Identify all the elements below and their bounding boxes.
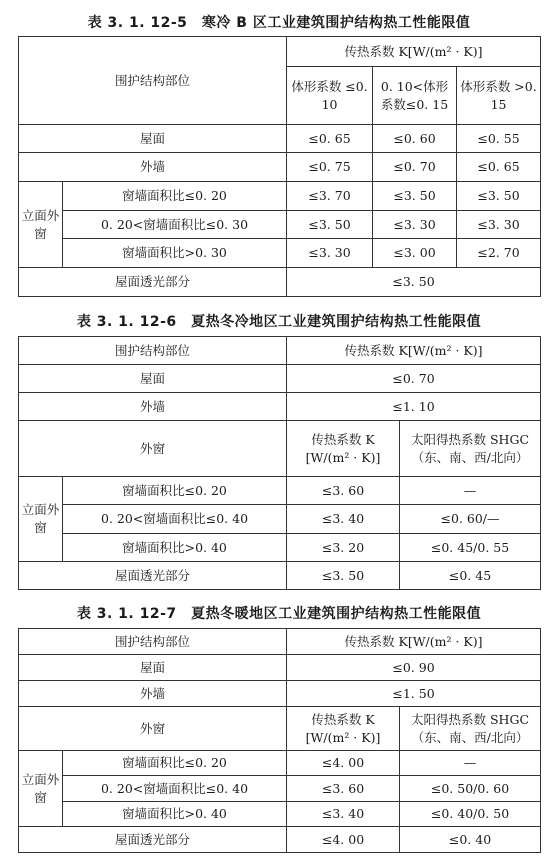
table1 (18, 36, 541, 297)
t3-shgc-subheader-line2: （东、南、西/北向） (411, 729, 529, 745)
table2-title: 表 3. 1. 12-6 夏热冬冷地区工业建筑围护结构热工性能限值 (76, 314, 482, 330)
t2-skylight-label: 屋面透光部分 (19, 562, 287, 590)
table1-title: 表 3. 1. 12-5 寒冷 B 区工业建筑围护结构热工性能限值 (87, 15, 471, 31)
t2-skylight-shgc: ≤0. 45 (400, 562, 541, 590)
t1-window-row-label: 0. 20<窗墙面积比≤0. 30 (63, 211, 287, 239)
t1-window-row-label: 窗墙面积比≤0. 20 (63, 182, 287, 211)
t1-skylight-label: 屋面透光部分 (19, 268, 287, 297)
t3-shgc-subheader (400, 707, 541, 751)
t1-window-row-label: 窗墙面积比>0. 30 (63, 239, 287, 268)
t3-window-group-label: 立面外窗 (19, 751, 63, 827)
t1-wall-label: 外墙 (19, 153, 287, 182)
t2-shgc-subheader (400, 421, 541, 477)
t3-roof-label: 屋面 (19, 655, 287, 681)
t2-window-k: ≤3. 60 (287, 477, 400, 505)
t2-skylight-k: ≤3. 50 (287, 562, 400, 590)
t2-window-k: ≤3. 40 (287, 505, 400, 534)
t2-roof-label: 屋面 (19, 365, 287, 393)
t3-window-k: ≤3. 40 (287, 802, 400, 827)
t3-shgc-subheader-line1: 太阳得热系数 SHGC (411, 711, 530, 727)
t3-k-subheader-line1: 传热系数 K (311, 711, 375, 727)
t2-window-shgc: ≤0. 60/— (400, 505, 541, 534)
t1-window-value: ≤3. 50 (373, 182, 457, 211)
t1-k-header: 传热系数 K[W/(m² · K)] (287, 37, 541, 67)
t1-window-group-label: 立面外窗 (19, 182, 63, 268)
t2-window-shgc: ≤0. 45/0. 55 (400, 534, 541, 562)
t1-window-value: ≤3. 30 (287, 239, 373, 268)
t1-wall-value: ≤0. 75 (287, 153, 373, 182)
t3-window-shgc: ≤0. 50/0. 60 (400, 776, 541, 802)
t1-window-value: ≤3. 50 (457, 182, 541, 211)
t3-roof-value: ≤0. 90 (287, 655, 541, 681)
t1-window-value: ≤3. 30 (373, 211, 457, 239)
t1-window-value: ≤3. 00 (373, 239, 457, 268)
t3-window-row-label: 0. 20<窗墙面积比≤0. 40 (63, 776, 287, 802)
t1-wall-value: ≤0. 70 (373, 153, 457, 182)
t3-skylight-label: 屋面透光部分 (19, 827, 287, 853)
t3-skylight-k: ≤4. 00 (287, 827, 400, 853)
t2-window-header-label: 外窗 (19, 421, 287, 477)
t2-k-subheader-line1: 传热系数 K (311, 431, 375, 447)
t1-roof-value: ≤0. 55 (457, 125, 541, 153)
t3-window-shgc: ≤0. 40/0. 50 (400, 802, 541, 827)
t2-roof-value: ≤0. 70 (287, 365, 541, 393)
t3-window-row-label: 窗墙面积比>0. 40 (63, 802, 287, 827)
t2-part-header: 围护结构部位 (19, 337, 287, 365)
t3-k-subheader-line2: [W/(m² · K)] (305, 729, 381, 745)
t2-window-shgc: — (400, 477, 541, 505)
t2-window-group-label: 立面外窗 (19, 477, 63, 562)
t3-window-row-label: 窗墙面积比≤0. 20 (63, 751, 287, 776)
t1-roof-label: 屋面 (19, 125, 287, 153)
t3-part-header: 围护结构部位 (19, 629, 287, 655)
t2-window-row-label: 窗墙面积比≤0. 20 (63, 477, 287, 505)
t2-wall-label: 外墙 (19, 393, 287, 421)
t3-window-header-label: 外窗 (19, 707, 287, 751)
t1-sub-header-1: 体形系数 ≤0. 10 (287, 67, 373, 125)
t2-window-k: ≤3. 20 (287, 534, 400, 562)
t3-skylight-shgc: ≤0. 40 (400, 827, 541, 853)
table3 (18, 628, 541, 853)
t1-window-value: ≤2. 70 (457, 239, 541, 268)
t1-part-header: 围护结构部位 (19, 37, 287, 125)
t2-k-subheader-line2: [W/(m² · K)] (305, 449, 381, 465)
t3-wall-value: ≤1. 50 (287, 681, 541, 707)
t1-roof-value: ≤0. 60 (373, 125, 457, 153)
t1-roof-value: ≤0. 65 (287, 125, 373, 153)
t1-wall-value: ≤0. 65 (457, 153, 541, 182)
t3-k-subheader (287, 707, 400, 751)
table2 (18, 336, 541, 590)
t3-k-header: 传热系数 K[W/(m² · K)] (287, 629, 541, 655)
t1-window-value: ≤3. 50 (287, 211, 373, 239)
t1-sub-header-2: 0. 10<体形 系数≤0. 15 (373, 67, 457, 125)
t3-wall-label: 外墙 (19, 681, 287, 707)
t2-k-header: 传热系数 K[W/(m² · K)] (287, 337, 541, 365)
t2-shgc-subheader-line1: 太阳得热系数 SHGC (411, 431, 530, 447)
t1-sub-header-3: 体形系数 >0. 15 (457, 67, 541, 125)
t2-window-row-label: 0. 20<窗墙面积比≤0. 40 (63, 505, 287, 534)
t3-window-k: ≤4. 00 (287, 751, 400, 776)
t1-window-value: ≤3. 70 (287, 182, 373, 211)
t2-wall-value: ≤1. 10 (287, 393, 541, 421)
table3-title: 表 3. 1. 12-7 夏热冬暖地区工业建筑围护结构热工性能限值 (76, 606, 482, 622)
t3-window-k: ≤3. 60 (287, 776, 400, 802)
t2-k-subheader (287, 421, 400, 477)
t1-window-value: ≤3. 30 (457, 211, 541, 239)
t3-window-shgc: — (400, 751, 541, 776)
t2-window-row-label: 窗墙面积比>0. 40 (63, 534, 287, 562)
t2-shgc-subheader-line2: （东、南、西/北向） (411, 449, 529, 465)
t1-skylight-value: ≤3. 50 (287, 268, 541, 297)
